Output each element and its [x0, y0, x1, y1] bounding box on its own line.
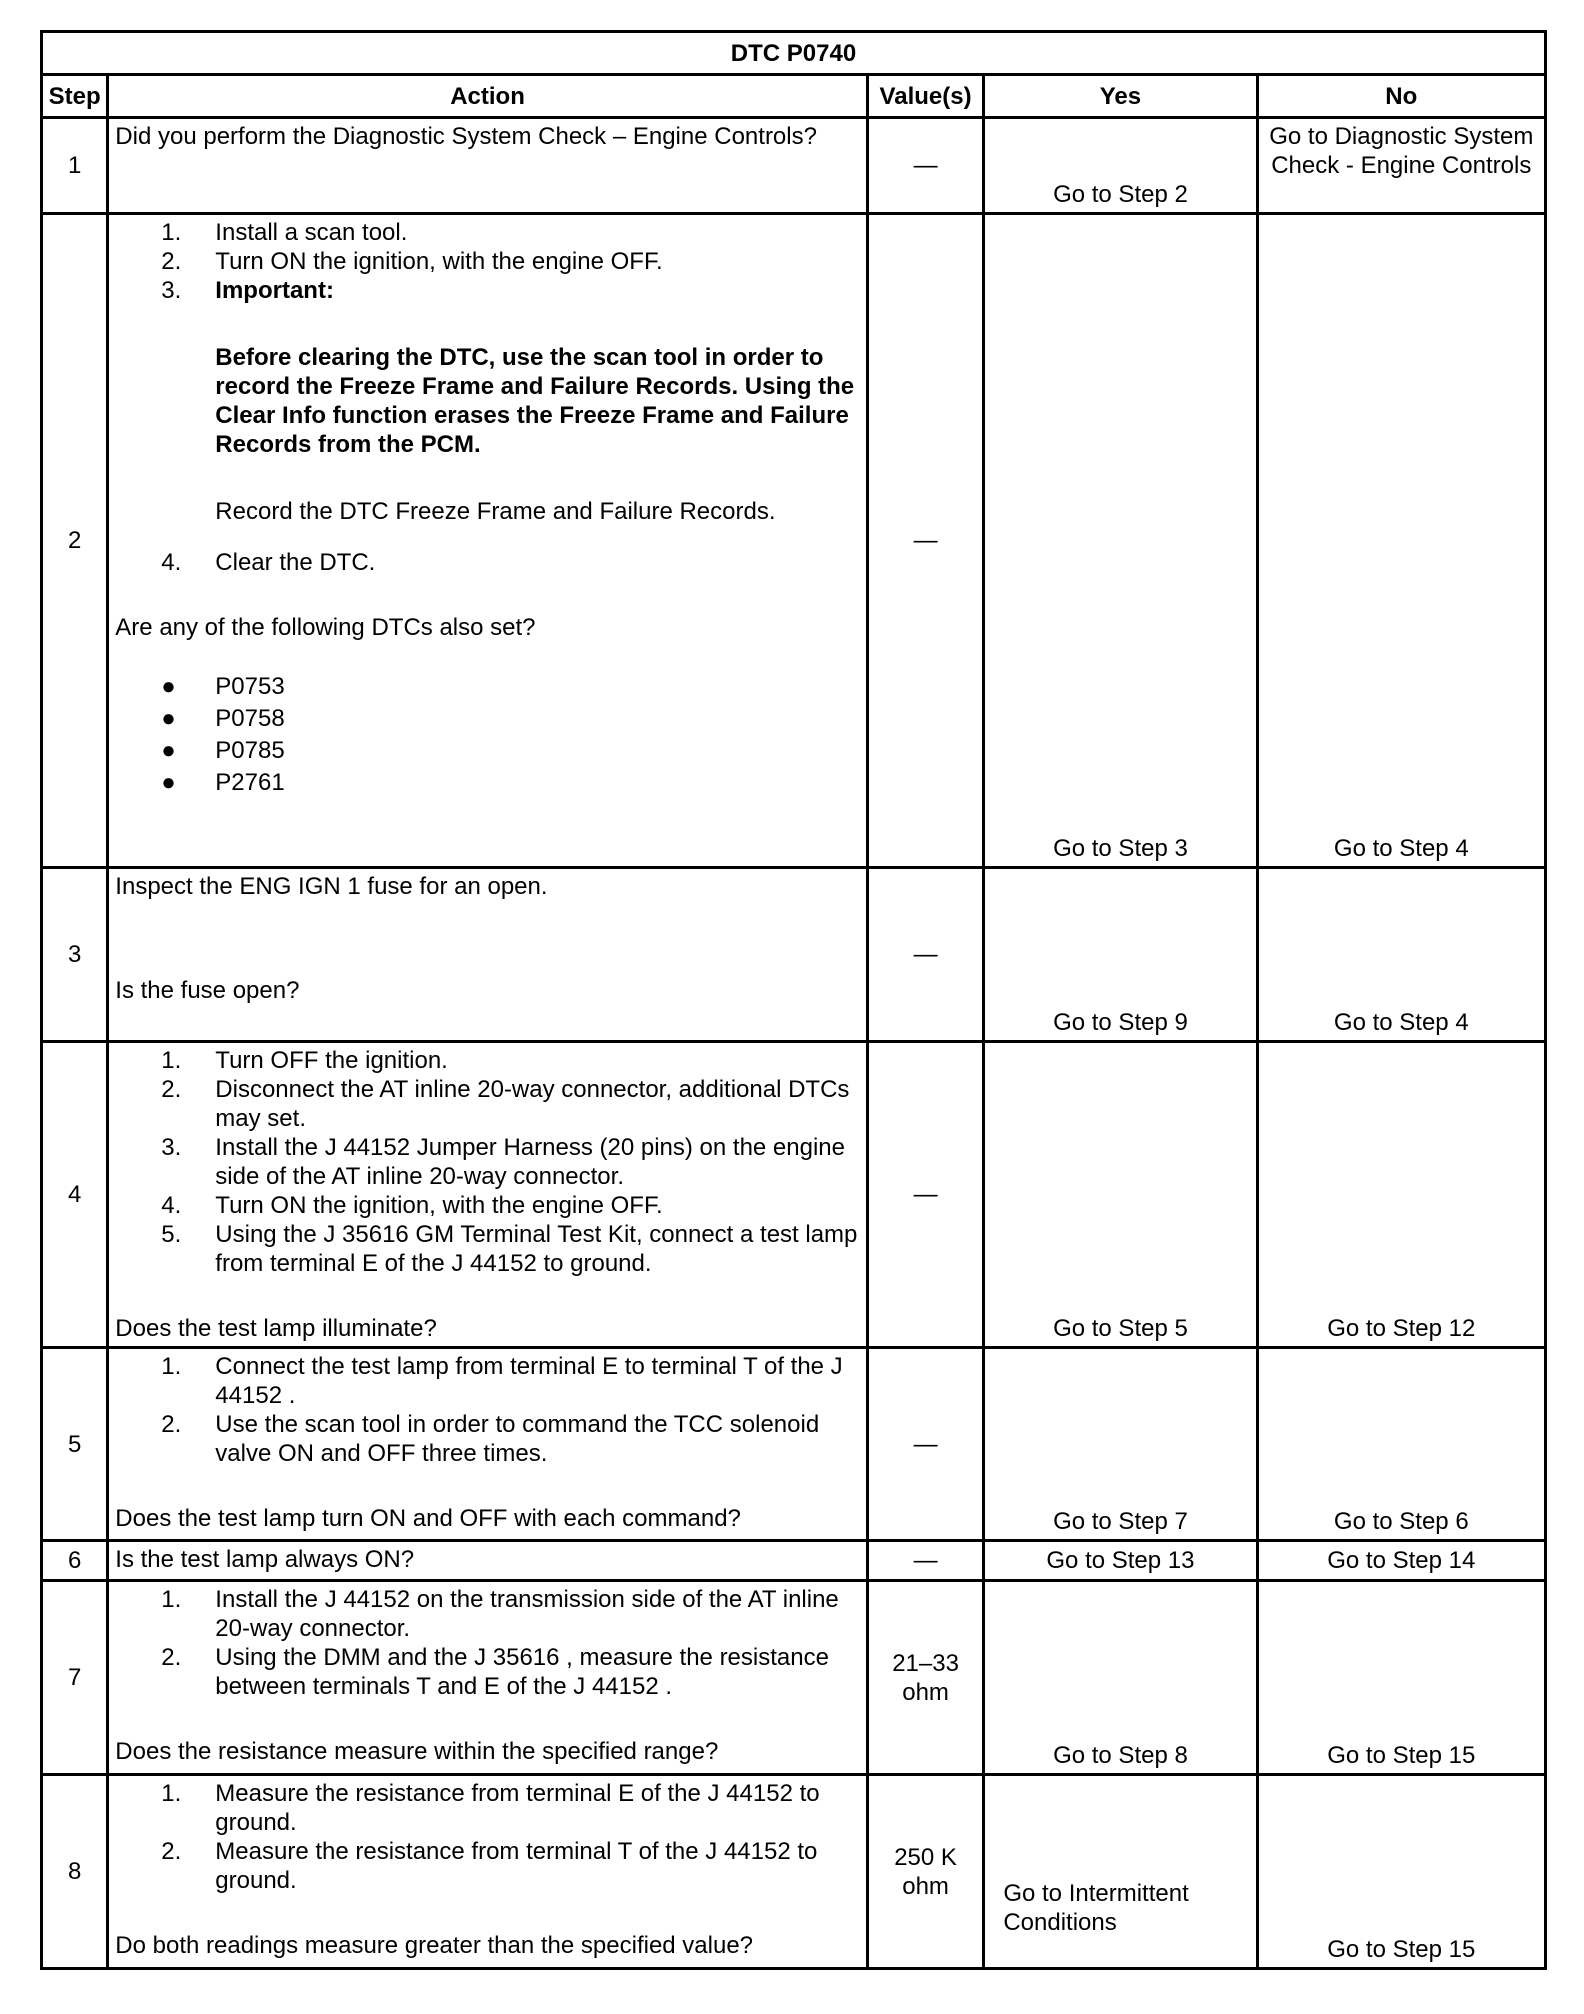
- question-text: Is the test lamp always ON?: [115, 1546, 415, 1573]
- action-steps-list: [115, 1585, 860, 1701]
- yes-link[interactable]: Go to Step 2: [1053, 181, 1188, 208]
- important-note: Before clearing the DTC, use the scan tool in order to record the Freeze Frame and Failure Records. Using the Clear Info function erases the Freeze Frame and Failure Records from the PCM.: [215, 344, 855, 458]
- no-link[interactable]: Go to Step 14: [1327, 1547, 1476, 1574]
- header-yes: Yes: [984, 75, 1257, 118]
- table-row-step-7: [42, 1581, 1546, 1775]
- item-text: Use the scan tool in order to command the TCC solenoid valve ON and OFF three times.: [215, 1411, 820, 1467]
- yes-link[interactable]: Go to Step 8: [1053, 1742, 1188, 1769]
- list-item: [161, 1585, 860, 1643]
- list-item: [161, 1352, 860, 1410]
- step-number: 1: [42, 118, 108, 214]
- bullet-glyph: ●: [161, 769, 176, 796]
- item-text: Install the J 44152 on the transmission side of the AT inline 20-way connector.: [215, 1586, 839, 1642]
- item-text: Install a scan tool.: [215, 219, 408, 246]
- no-cell: [1257, 1775, 1545, 1969]
- yes-cell: [984, 1775, 1257, 1969]
- no-cell: [1257, 214, 1545, 868]
- header-values: Value(s): [867, 75, 984, 118]
- no-cell: [1257, 118, 1545, 214]
- header-no: No: [1257, 75, 1545, 118]
- dtc-code: P0758: [215, 705, 285, 732]
- item-number: 2.: [161, 1644, 182, 1671]
- item-number: 4.: [161, 1192, 182, 1219]
- yes-cell: [984, 1348, 1257, 1541]
- table-row-step-1: [42, 118, 1546, 214]
- list-item: [161, 218, 860, 247]
- table-title: DTC P0740: [42, 32, 1546, 75]
- step-number: 8: [42, 1775, 108, 1969]
- dtc-code: P2761: [215, 769, 285, 796]
- question-text: Are any of the following DTCs also set?: [115, 614, 536, 641]
- item-text: Turn ON the ignition, with the engine OFF.: [215, 248, 663, 275]
- item-text: Install the J 44152 Jumper Harness (20 pins) on the engine side of the AT inline 20-way connector.: [215, 1134, 846, 1190]
- item-number: 1.: [161, 1780, 182, 1807]
- header-row: [42, 75, 1546, 118]
- item-text: Connect the test lamp from terminal E to terminal T of the J 44152 .: [215, 1353, 843, 1409]
- no-link[interactable]: Go to Step 4: [1333, 835, 1469, 862]
- item-number: 1.: [161, 1047, 182, 1074]
- yes-cell: [984, 1541, 1257, 1581]
- no-link[interactable]: Go to Step 4: [1333, 1009, 1469, 1036]
- item-text: Measure the resistance from terminal T of the J 44152 to ground.: [215, 1838, 818, 1894]
- question-text: Does the test lamp illuminate?: [115, 1315, 437, 1342]
- item-number: 2.: [161, 1411, 182, 1438]
- no-cell: [1257, 1541, 1545, 1581]
- action-cell: [108, 868, 868, 1042]
- list-item: [161, 1191, 860, 1220]
- dtc-table: [40, 30, 1547, 1970]
- list-item: [161, 1133, 860, 1191]
- header-step: Step: [42, 75, 108, 118]
- step-number: 7: [42, 1581, 108, 1775]
- yes-cell: [984, 118, 1257, 214]
- yes-cell: [984, 1042, 1257, 1348]
- item-number: 2.: [161, 1838, 182, 1865]
- no-cell: [1257, 1042, 1545, 1348]
- value-cell: 250 K ohm: [867, 1775, 984, 1969]
- value-cell: —: [867, 1541, 984, 1581]
- dtc-code: P0753: [215, 673, 285, 700]
- record-instruction: Record the DTC Freeze Frame and Failure Records.: [215, 498, 776, 525]
- item-number: 3.: [161, 277, 182, 304]
- yes-link[interactable]: Go to Step 9: [1053, 1009, 1188, 1036]
- value-cell: —: [867, 1042, 984, 1348]
- item-number: 5.: [161, 1221, 182, 1248]
- list-item: [161, 704, 860, 733]
- list-item: [161, 1220, 860, 1278]
- list-item: [161, 672, 860, 701]
- question-text: Is the fuse open?: [115, 977, 300, 1004]
- item-text: Clear the DTC.: [215, 549, 376, 576]
- list-item: [161, 1410, 860, 1468]
- table-row-step-8: [42, 1775, 1546, 1969]
- value-cell: 21–33 ohm: [867, 1581, 984, 1775]
- question-text: Does the resistance measure within the specified range?: [115, 1738, 719, 1765]
- question-text: Did you perform the Diagnostic System Check – Engine Controls?: [115, 123, 817, 150]
- yes-cell: [984, 868, 1257, 1042]
- list-item: [161, 1046, 860, 1075]
- instruction-text: Inspect the ENG IGN 1 fuse for an open.: [115, 873, 548, 900]
- no-link[interactable]: Go to Step 15: [1327, 1742, 1476, 1769]
- no-cell: [1257, 868, 1545, 1042]
- item-number: 4.: [161, 549, 182, 576]
- no-link[interactable]: Go to Step 12: [1327, 1315, 1476, 1342]
- question-text: Does the test lamp turn ON and OFF with each command?: [115, 1505, 741, 1532]
- step-number: 6: [42, 1541, 108, 1581]
- step-number: 3: [42, 868, 108, 1042]
- dtc-list: [115, 672, 860, 797]
- item-number: 1.: [161, 1353, 182, 1380]
- yes-link[interactable]: Go to Step 13: [1046, 1547, 1195, 1574]
- value-cell: —: [867, 1348, 984, 1541]
- list-item: [161, 247, 860, 276]
- action-steps-list: [115, 218, 860, 577]
- yes-link[interactable]: Go to Step 7: [1053, 1508, 1188, 1535]
- item-number: 3.: [161, 1134, 182, 1161]
- list-item: [161, 1075, 860, 1133]
- yes-link[interactable]: Go to Step 5: [1053, 1315, 1188, 1342]
- action-cell: [108, 1541, 868, 1581]
- bullet-glyph: ●: [161, 673, 176, 700]
- table-row-step-4: [42, 1042, 1546, 1348]
- action-cell: [108, 118, 868, 214]
- table-row-step-3: [42, 868, 1546, 1042]
- item-text: Turn ON the ignition, with the engine OFF.: [215, 1192, 663, 1219]
- no-link[interactable]: Go to Diagnostic System Check - Engine Controls: [1269, 123, 1534, 179]
- no-cell: [1257, 1348, 1545, 1541]
- item-text: Disconnect the AT inline 20-way connector, additional DTCs may set.: [215, 1076, 850, 1132]
- list-item: [161, 548, 860, 577]
- no-link[interactable]: Go to Step 6: [1333, 1508, 1469, 1535]
- action-cell: [108, 1775, 868, 1969]
- yes-cell: [984, 214, 1257, 868]
- title-row: [42, 32, 1546, 75]
- list-item: [161, 768, 860, 797]
- value-cell: —: [867, 868, 984, 1042]
- action-cell: [108, 1042, 868, 1348]
- list-item: [161, 1779, 860, 1837]
- item-text: Measure the resistance from terminal E of the J 44152 to ground.: [215, 1780, 820, 1836]
- yes-link[interactable]: Go to Intermittent Conditions: [1003, 1880, 1189, 1936]
- list-item: [161, 736, 860, 765]
- step-number: 4: [42, 1042, 108, 1348]
- yes-cell: [984, 1581, 1257, 1775]
- action-steps-list: [115, 1046, 860, 1278]
- action-cell: [108, 1581, 868, 1775]
- important-label: Important:: [215, 277, 334, 304]
- item-number: 2.: [161, 248, 182, 275]
- value-cell: —: [867, 214, 984, 868]
- yes-link[interactable]: Go to Step 3: [1053, 835, 1188, 862]
- action-steps-list: [115, 1352, 860, 1468]
- table-row-step-2: [42, 214, 1546, 868]
- item-text: Turn OFF the ignition.: [215, 1047, 448, 1074]
- bullet-glyph: ●: [161, 705, 176, 732]
- action-steps-list: [115, 1779, 860, 1895]
- table-row-step-5: [42, 1348, 1546, 1541]
- table-row-step-6: [42, 1541, 1546, 1581]
- header-action: Action: [108, 75, 868, 118]
- step-number: 2: [42, 214, 108, 868]
- action-cell: [108, 214, 868, 868]
- no-link[interactable]: Go to Step 15: [1327, 1936, 1476, 1963]
- list-item: [161, 1837, 860, 1895]
- value-cell: —: [867, 118, 984, 214]
- item-text: Using the DMM and the J 35616 , measure the resistance between terminals T and E of the J 44152 .: [215, 1644, 829, 1700]
- list-item: [161, 1643, 860, 1701]
- item-number: 1.: [161, 1586, 182, 1613]
- bullet-glyph: ●: [161, 737, 176, 764]
- list-item: [161, 276, 860, 526]
- dtc-code: P0785: [215, 737, 285, 764]
- no-cell: [1257, 1581, 1545, 1775]
- question-text: Do both readings measure greater than the specified value?: [115, 1932, 754, 1959]
- item-text: Using the J 35616 GM Terminal Test Kit, connect a test lamp from terminal E of the J 44152 to ground.: [215, 1221, 858, 1277]
- step-number: 5: [42, 1348, 108, 1541]
- action-cell: [108, 1348, 868, 1541]
- item-number: 2.: [161, 1076, 182, 1103]
- item-number: 1.: [161, 219, 182, 246]
